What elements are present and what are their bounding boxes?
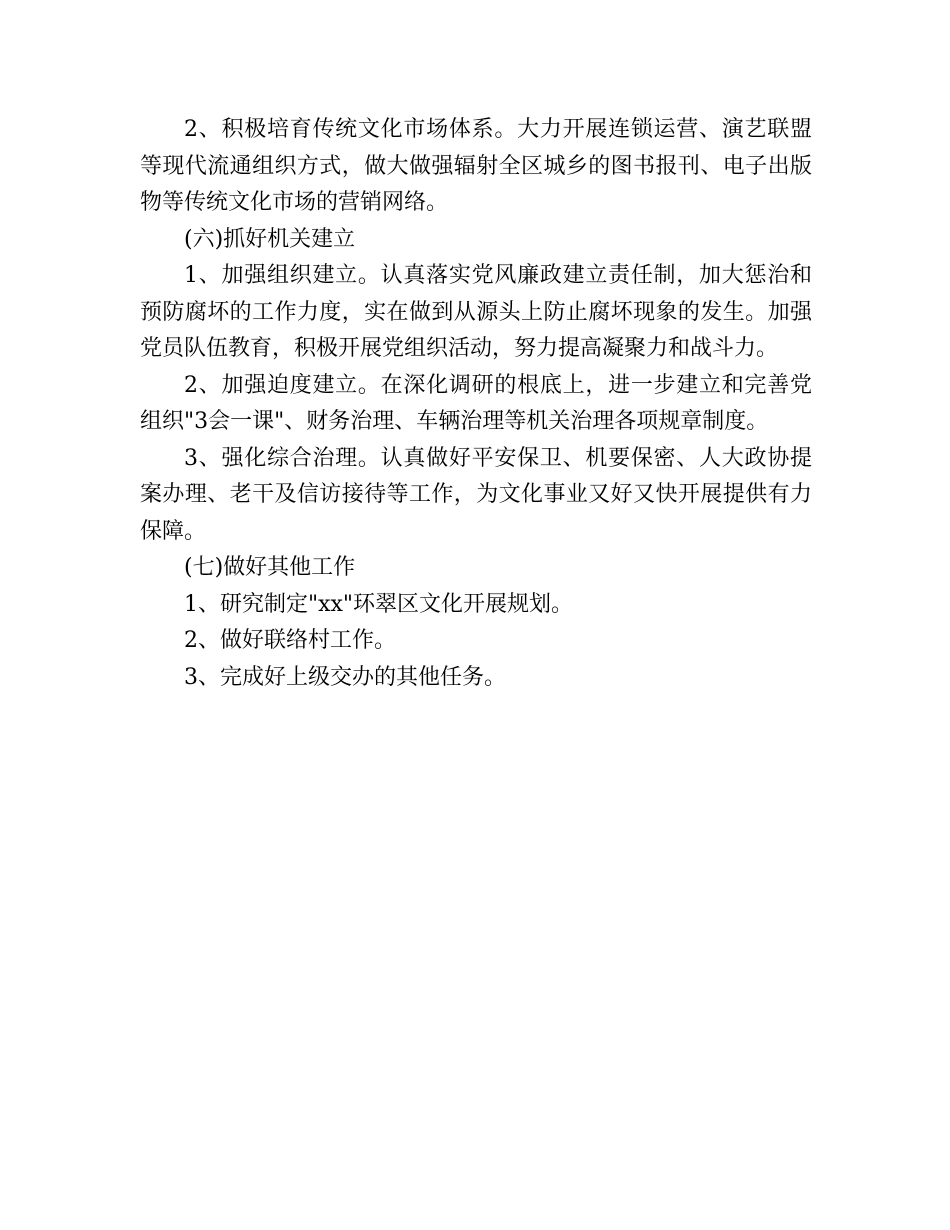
paragraph-comprehensive-governance: 3、强化综合治理。认真做好平安保卫、机要保密、人大政协提案办理、老干及信访接待等工作，为文化事业又好又快开展提供有力保障。	[140, 445, 812, 544]
paragraph-market-system: 2、积极培育传统文化市场体系。大力开展连锁运营、演艺联盟等现代流通组织方式，做大做强辐射全区城乡的图书报刊、电子出版物等传统文化市场的营销网络。	[140, 117, 812, 215]
paragraph-other-tasks: 3、完成好上级交办的其他任务。	[184, 664, 506, 690]
document-body	[140, 112, 812, 696]
paragraph-system-building: 2、加强迫度建立。在深化调研的根底上，进一步建立和完善党组织"3会一课"、财务治理、车辆治理等机关治理各项规章制度。	[140, 372, 812, 434]
paragraph-organization-building: 1、加强组织建立。认真落实党风廉政建立责任制，加大惩治和预防腐坏的工作力度，实在做到从源头上防止腐坏现象的发生。加强党员队伍教育，积极开展党组织活动，努力提高凝聚力和战斗力。	[140, 263, 812, 361]
section-heading-other-work: (七)做好其他工作	[184, 555, 356, 580]
section-heading-organ-building: (六)抓好机关建立	[184, 226, 356, 252]
paragraph-development-plan: 1、研究制定"xx"环翠区文化开展规划。	[184, 591, 574, 617]
paragraph-liaison-village: 2、做好联络村工作。	[184, 628, 396, 653]
